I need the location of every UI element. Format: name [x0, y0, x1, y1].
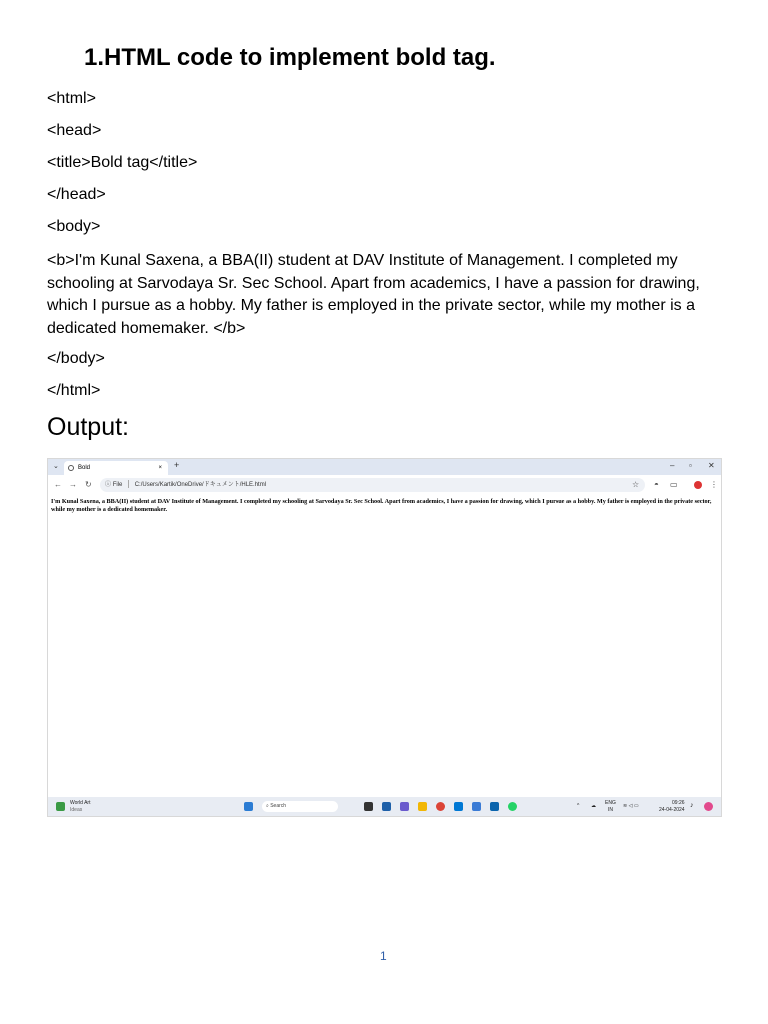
windows-start-icon	[244, 802, 253, 811]
forward-icon: →	[69, 480, 77, 489]
code-bold-paragraph: <b>I'm Kunal Saxena, a BBA(II) student at DAV Institute of Management. I completed my schooling at Sarvodaya Sr. Sec School. Apart from academics, I have a passion for drawing, which I pursue as a hobby. My father is employed in the private sector, while my mother is a dedicated homemaker. </b>	[47, 252, 700, 337]
code-body-open: <body>	[47, 218, 101, 235]
teams-icon	[400, 802, 409, 811]
restore-icon: ▫	[689, 461, 692, 470]
chrome-icon	[436, 802, 445, 811]
clock-time: 09:26	[672, 800, 685, 806]
code-body-close: </body>	[47, 350, 105, 367]
whatsapp-icon	[508, 802, 517, 811]
language-top: ENG	[605, 800, 616, 806]
search-icon: ⌕	[266, 803, 269, 809]
close-icon: ×	[158, 465, 162, 471]
taskbar-search-label: Search	[270, 803, 287, 809]
profile-avatar-icon	[694, 481, 702, 489]
code-head-close: </head>	[47, 186, 106, 203]
chevron-up-icon: ^	[577, 803, 580, 809]
file-explorer-icon	[418, 802, 427, 811]
windows-taskbar	[48, 797, 721, 816]
output-label: Output:	[47, 413, 129, 441]
url-path: C:/Users/Kartik/OneDrive/ドキュメント/HLE.html	[134, 482, 267, 488]
minimize-icon: –	[670, 461, 675, 470]
task-view-icon	[364, 802, 373, 811]
reload-icon: ↻	[85, 480, 92, 489]
sidebar-icon: ▭	[670, 480, 678, 489]
rendered-bold-text: I'm Kunal Saxena, a BBA(II) student at DAV Institute of Management. I completed my schooling at Sarvodaya Sr. Sec School. Apart from academics, I have a passion for drawing, which I pursue as a hobby. My father is employed in the private sector, while my mother is a dedicated homemaker.	[51, 498, 712, 513]
browser-tabstrip	[48, 459, 721, 475]
word-icon	[490, 802, 499, 811]
url-field	[100, 478, 645, 492]
url-scheme: File	[112, 482, 123, 488]
code-head-open: <head>	[47, 122, 102, 139]
language-bottom: IN	[608, 807, 613, 813]
widget-icon	[56, 802, 65, 811]
page-heading: 1.HTML code to implement bold tag.	[84, 44, 496, 71]
cloud-icon: ☁	[591, 803, 596, 809]
taskbar-search	[262, 801, 338, 812]
clock-date: 24-04-2024	[659, 807, 685, 813]
extension-icon: ◓	[654, 480, 659, 489]
browser-output-screenshot	[47, 458, 722, 817]
tab-list-chevron-icon: ⌄	[53, 463, 59, 470]
store-icon	[382, 802, 391, 811]
code-title-line: <title>Bold tag</title>	[47, 154, 198, 171]
browser-tab-title: Bold	[78, 465, 91, 471]
widget-subtitle: Ideas	[70, 807, 83, 813]
star-icon: ☆	[632, 480, 640, 489]
browser-address-bar	[48, 475, 721, 496]
bell-icon: ♪	[690, 802, 694, 809]
code-html-open: <html>	[47, 90, 96, 107]
browser-tab	[64, 461, 168, 475]
new-tab-icon: +	[174, 460, 180, 470]
page-number: 1	[380, 949, 387, 963]
wifi-icon: ≋ ◁ ▭	[623, 803, 639, 809]
menu-dots-icon: ⋮	[710, 480, 718, 489]
notepad-icon	[472, 802, 481, 811]
info-icon: ⓘ	[105, 482, 112, 488]
globe-icon	[68, 465, 74, 471]
code-html-close: </html>	[47, 382, 101, 399]
browser-viewport	[48, 495, 721, 797]
copilot-icon	[704, 802, 713, 811]
back-icon: ←	[54, 480, 62, 489]
vscode-icon	[454, 802, 463, 811]
widget-title: World Art	[70, 800, 91, 806]
window-close-icon: ✕	[708, 461, 715, 470]
